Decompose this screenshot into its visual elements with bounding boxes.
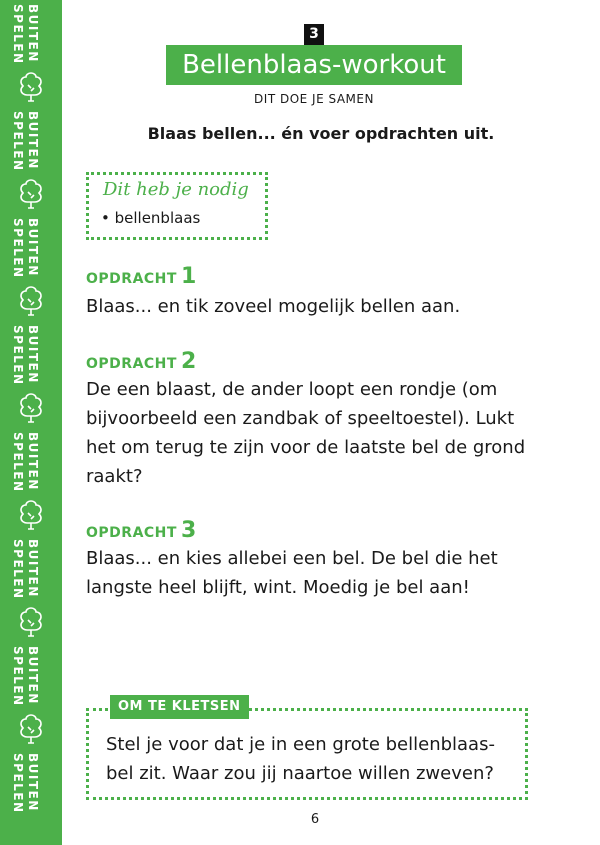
- assignment-number: 2: [180, 349, 197, 374]
- sidebar-strip: [0, 0, 62, 845]
- intro-text: Blaas bellen... én voer opdrachten uit.: [147, 124, 495, 143]
- assignment-number: 1: [180, 264, 197, 289]
- sidebar-word-buiten: BUITEN: [26, 753, 40, 812]
- sidebar-label: [0, 428, 62, 535]
- needs-box: [86, 172, 268, 240]
- sidebar-word-spelen: SPELEN: [11, 539, 25, 600]
- assignment-1-text: Blaas... en tik zoveel mogelijk bellen aan.: [86, 296, 461, 317]
- tree-icon: [16, 284, 46, 316]
- sidebar-label: [0, 0, 62, 107]
- assignment-label-text: OPDRACHT: [86, 525, 177, 541]
- assignment-1-label: [86, 264, 197, 289]
- page-title: Bellenblaas-workout: [166, 45, 462, 85]
- sidebar-word-spelen: SPELEN: [11, 646, 25, 707]
- sidebar-word-spelen: SPELEN: [11, 218, 25, 279]
- sidebar-label: [0, 749, 62, 845]
- needs-item: • bellenblaas: [101, 209, 201, 227]
- sidebar-label: [0, 321, 62, 428]
- sidebar-label: [0, 642, 62, 749]
- chat-text: Stel je voor dat je in een grote bellenblaas-bel zit. Waar zou jij naartoe willen zweven?: [106, 734, 495, 784]
- sidebar-word-buiten: BUITEN: [26, 432, 40, 491]
- assignment-label-text: OPDRACHT: [86, 356, 177, 372]
- sidebar-word-spelen: SPELEN: [11, 325, 25, 386]
- tree-icon: [16, 391, 46, 423]
- page-number: 6: [310, 812, 320, 827]
- sidebar-word-buiten: BUITEN: [26, 218, 40, 277]
- sidebar-word-spelen: SPELEN: [11, 4, 25, 65]
- tree-icon: [16, 177, 46, 209]
- sidebar-word-buiten: BUITEN: [26, 325, 40, 384]
- assignment-3-text: Blaas... en kies allebei een bel. De bel die het langste heel blijft, wint. Moedig je bel aan!: [86, 548, 498, 598]
- sidebar-word-spelen: SPELEN: [11, 432, 25, 493]
- assignment-3-label: [86, 518, 197, 543]
- sidebar-label: [0, 107, 62, 214]
- tree-icon: [16, 712, 46, 744]
- tree-icon: [16, 605, 46, 637]
- sidebar-word-buiten: BUITEN: [26, 646, 40, 705]
- activity-number-badge: 3: [304, 24, 324, 45]
- sidebar-word-buiten: BUITEN: [26, 539, 40, 598]
- assignment-2-label: [86, 349, 197, 374]
- sidebar-word-spelen: SPELEN: [11, 111, 25, 172]
- tree-icon: [16, 70, 46, 102]
- sidebar-word-buiten: BUITEN: [26, 111, 40, 170]
- sidebar-label: [0, 214, 62, 321]
- page-subtitle: DIT DOE JE SAMEN: [254, 92, 374, 106]
- sidebar-label: [0, 535, 62, 642]
- needs-heading: Dit heb je nodig: [103, 179, 249, 200]
- sidebar-word-buiten: BUITEN: [26, 4, 40, 63]
- assignment-label-text: OPDRACHT: [86, 271, 177, 287]
- chat-label: OM TE KLETSEN: [110, 695, 249, 719]
- tree-icon: [16, 498, 46, 530]
- assignment-number: 3: [180, 518, 197, 543]
- assignment-2-text: De een blaast, de ander loopt een rondje (om bijvoorbeeld een zandbak of speeltoestel). Lukt het om terug te zijn voor de laatste bel de grond raakt?: [86, 379, 526, 487]
- sidebar-word-spelen: SPELEN: [11, 753, 25, 814]
